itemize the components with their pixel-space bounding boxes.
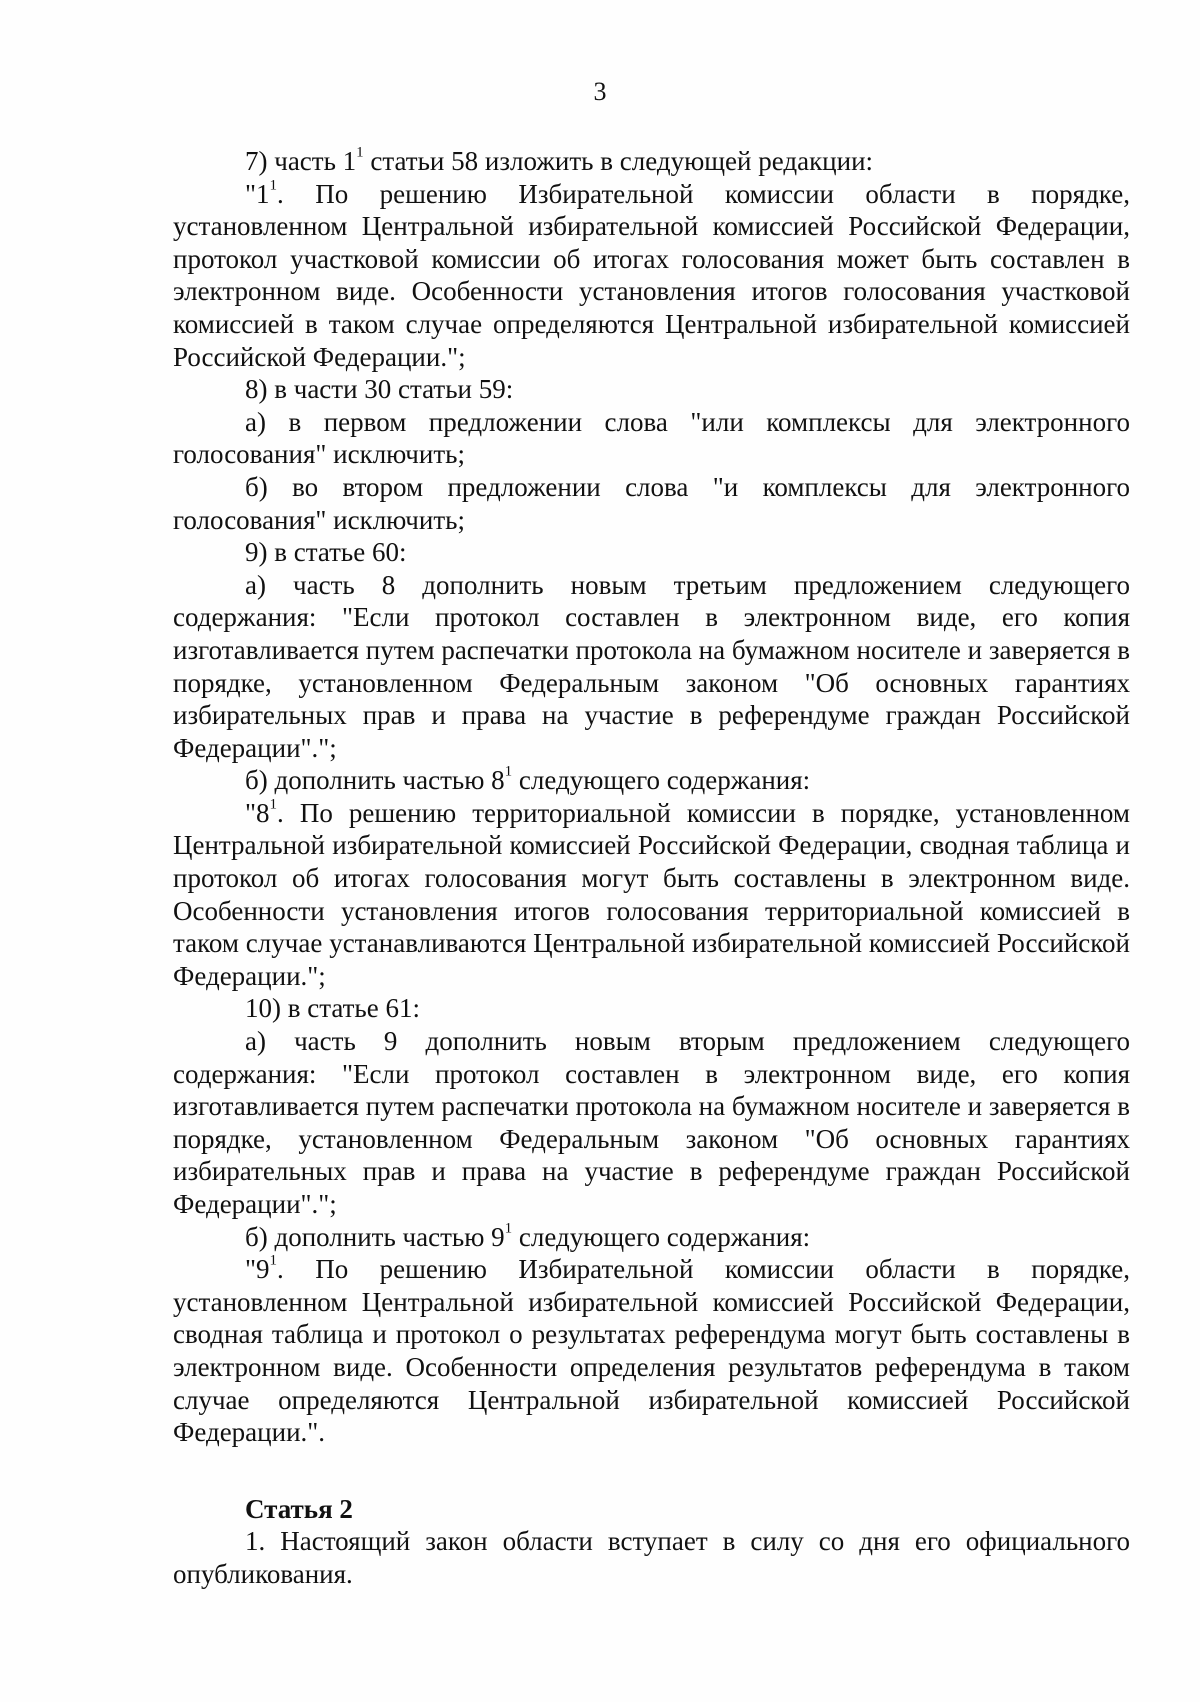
superscript: 1 bbox=[269, 177, 278, 194]
item-7-heading-text: 7) часть 1 bbox=[245, 146, 357, 176]
item-9-b-text-body bbox=[173, 797, 1130, 993]
item-10-b-body-rest: . По решению Избирательной комиссии области в порядке, установленном Центральной избирательной комиссией Российской Федерации, сводная таблица и протокол о результатах референдума могут быть составлены в электронном виде. Особенности определения результатов референдума в таком случае определяются Центральной избирательной комиссией Российской Федерации.". bbox=[173, 1254, 1130, 1448]
spacer bbox=[173, 1449, 1130, 1493]
item-10-b-text-rest: следующего содержания: bbox=[512, 1221, 811, 1252]
item-8-b: б) во втором предложении слова "и комплексы для электронного голосования" исключить; bbox=[173, 471, 1130, 535]
item-8-heading: 8) в части 30 статьи 59: bbox=[245, 374, 514, 405]
item-10-b-text: б) дополнить частью 9 bbox=[245, 1221, 505, 1252]
superscript: 1 bbox=[269, 796, 278, 813]
document-body bbox=[173, 145, 1130, 1591]
item-7-heading bbox=[173, 145, 1130, 178]
item-7-text-rest: . По решению Избирательной комиссии области в порядке, установленном Центральной избирательной комиссией Российской Федерации, протокол участковой комиссии об итогах голосования может быть составлен в электронном виде. Особенности установления итогов голосования участковой комиссией в таком случае определяются Центральной избирательной комиссией Российской Федерации."; bbox=[173, 178, 1130, 372]
article-2-heading: Статья 2 bbox=[245, 1493, 353, 1524]
item-9-heading: 9) в статье 60: bbox=[245, 537, 407, 568]
item-10-heading: 10) в статье 61: bbox=[245, 993, 420, 1024]
page-number: 3 bbox=[593, 77, 607, 106]
item-7-heading-text-rest: статьи 58 изложить в следующей редакции: bbox=[363, 146, 874, 176]
item-9-b bbox=[173, 764, 1130, 797]
item-7-text-start: "1 bbox=[245, 178, 270, 209]
item-9-b-text-rest: следующего содержания: bbox=[512, 765, 811, 796]
item-9-b-body-start: "8 bbox=[245, 797, 270, 828]
item-9-b-body-rest: . По решению территориальной комиссии в порядке, установленном Центральной избирательной комиссией Российской Федерации, сводная таблица и протокол об итогах голосования могут быть составлены в электронном виде. Особенности установления итогов голосования территориальной комиссией в таком случае устанавливаются Центральной избирательной комиссией Российской Федерации."; bbox=[173, 797, 1130, 991]
superscript: 1 bbox=[504, 1220, 513, 1237]
item-10-b bbox=[173, 1221, 1130, 1254]
article-2-paragraph-1: 1. Настоящий закон области вступает в силу со дня его официального опубликования. bbox=[173, 1526, 1130, 1589]
item-10-b-text-body bbox=[173, 1253, 1130, 1449]
item-9-b-text: б) дополнить частью 8 bbox=[245, 765, 505, 796]
item-9-a: а) часть 8 дополнить новым третьим предложением следующего содержания: "Если протокол составлен в электронном виде, его копия изготавливается путем распечатки протокола на бумажном носителе и заверяется в порядке, установленном Федеральным законом "Об основных гарантиях избирательных прав и права на участие в референдуме граждан Российской Федерации"."; bbox=[173, 569, 1130, 763]
item-7-text bbox=[173, 178, 1130, 374]
item-8-a: а) в первом предложении слова "или комплексы для электронного голосования" исключить; bbox=[173, 406, 1130, 470]
superscript: 1 bbox=[504, 763, 513, 780]
superscript: 1 bbox=[356, 144, 364, 161]
item-10-b-body-start: "9 bbox=[245, 1254, 270, 1285]
superscript: 1 bbox=[269, 1252, 278, 1269]
item-10-a: а) часть 9 дополнить новым вторым предложением следующего содержания: "Если протокол составлен в электронном виде, его копия изготавливается путем распечатки протокола на бумажном носителе и заверяется в порядке, установленном Федеральным законом "Об основных гарантиях избирательных прав и права на участие в референдуме граждан Российской Федерации"."; bbox=[173, 1026, 1130, 1219]
